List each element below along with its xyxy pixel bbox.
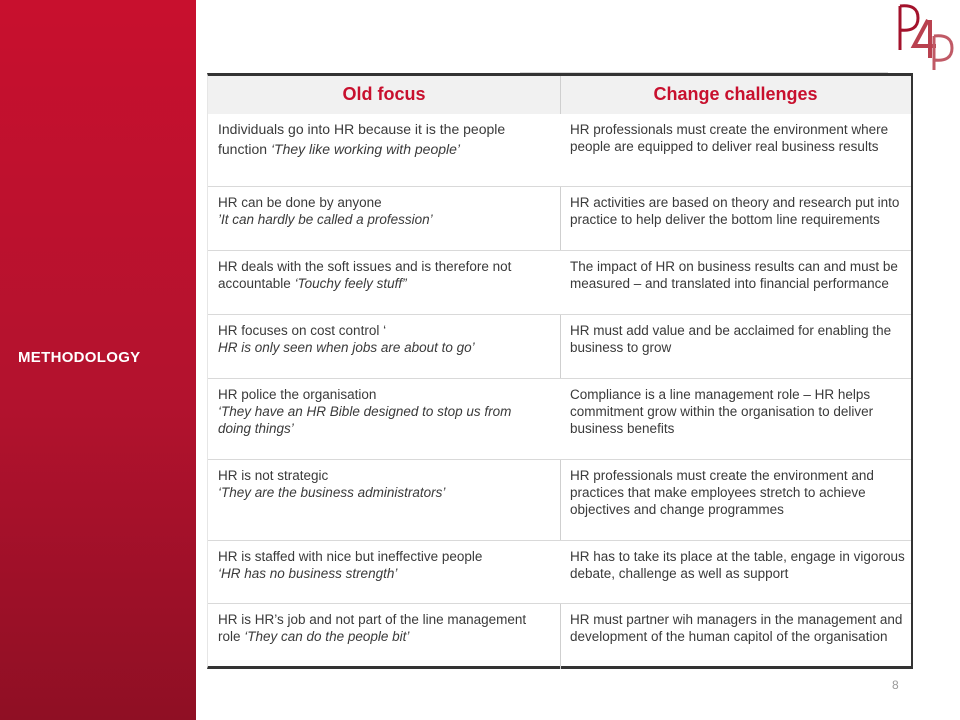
table-row [208,114,911,186]
change-challenge-cell: Compliance is a line management role – HR helps commitment grow within the organisation to deliver business benefits [570,387,874,436]
old-focus-cell: HR can be done by anyone ’It can hardly be called a profession’ [218,195,433,227]
change-challenge-cell: HR professionals must create the environment and practices that make employees stretch to achieve objectives and change programmes [570,468,874,517]
header-change-challenges: Change challenges [653,84,818,104]
old-focus-cell: HR is HR’s job and not part of the line management role ‘They can do the people bit’ [218,612,527,644]
old-focus-cell: HR deals with the soft issues and is therefore not accountable ‘Touchy feely stuff” [218,259,512,291]
change-challenge-cell: HR activities are based on theory and research put into practice to help deliver the bottom line requirements [570,195,900,227]
logo-icon [888,0,960,72]
old-focus-cell: HR police the organisation ‘They have an HR Bible designed to stop us from doing things’ [218,387,512,436]
change-challenge-cell: HR must partner wih managers in the management and development of the human capitol of the organisation [570,612,903,644]
table-row [208,540,911,604]
table-row [208,250,911,315]
table-row [208,186,911,251]
table-row [208,459,911,541]
old-focus-cell: Individuals go into HR because it is the people function ‘They like working with people’ [218,121,506,157]
change-challenge-cell: HR must add value and be acclaimed for enabling the business to grow [570,323,892,355]
old-focus-cell: HR is not strategic ‘They are the business administrators’ [218,468,446,500]
section-label: METHODOLOGY [18,349,141,366]
p4p-logo [888,0,960,72]
old-focus-cell: HR focuses on cost control ‘ HR is only seen when jobs are about to go’ [218,323,475,355]
change-challenge-cell: HR has to take its place at the table, engage in vigorous debate, challenge as well as support [570,549,905,581]
page-number: 8 [892,678,899,692]
table-row [208,314,911,379]
sidebar-band [0,0,196,720]
change-challenge-cell: The impact of HR on business results can and must be measured – and translated into financial performance [570,259,898,291]
comparison-table [207,73,913,669]
header-old-focus: Old focus [342,84,426,104]
old-focus-cell: HR is staffed with nice but ineffective people ‘HR has no business strength’ [218,549,483,581]
table-row [208,378,911,460]
change-challenge-cell: HR professionals must create the environment where people are equipped to deliver real business results [570,122,889,154]
table-row [208,603,911,670]
